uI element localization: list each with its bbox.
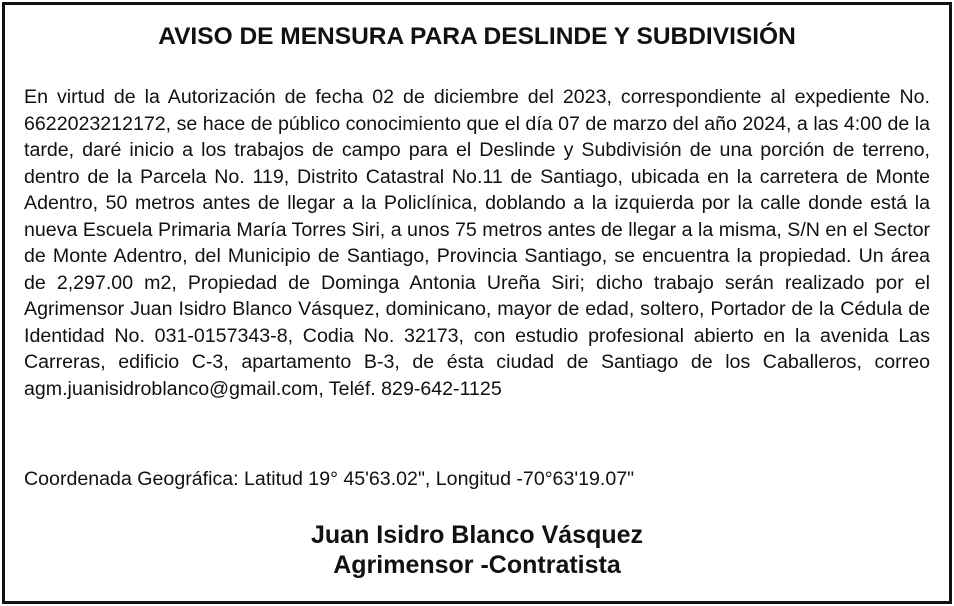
notice-body: En virtud de la Autorización de fecha 02 de diciembre del 2023, correspondiente al expediente No. 6622023212172, se hace de público conocimiento que el día 07 de marzo del año 2024, a las 4:00 de la tarde, daré inicio a los trabajos de campo para el Deslinde y Subdivisión de una porción de terreno, dentro de la Parcela No. 119, Distrito Catastral No.11 de Santiago, ubicada en la carretera de Monte Adentro, 50 metros antes de llegar a la Policlínica, doblando a la izquierda por la calle donde está la nueva Escuela Primaria María Torres Siri, a unos 75 metros antes de llegar a la misma, S/N en el Sector de Monte Adentro, del Municipio de Santiago, Provincia Santiago, se encuentra la propiedad. Un área de 2,297.00 m2, Propiedad de Dominga Antonia Ureña Siri; dicho trabajo serán realizado por el Agrimensor Juan Isidro Blanco Vásquez, dominicano, mayor de edad, soltero, Portador de la Cédula de Identidad No. 031-0157343-8, Codia No. 32173, con estudio profesional abierto en la avenida Las Carreras, edificio C-3, apartamento B-3, de ésta ciudad de Santiago de los Caballeros, correo agm.juanisidroblanco@gmail.com, Teléf. 829-642-1125 — [24, 86, 930, 400]
notice-title: AVISO DE MENSURA PARA DESLINDE Y SUBDIVISIÓN — [158, 23, 796, 50]
signature-name: Juan Isidro Blanco Vásquez — [310, 521, 644, 549]
notice-frame — [2, 2, 952, 604]
notice-coordinates: Coordenada Geográfica: Latitud 19° 45'63.02", Longitud -70°63'19.07" — [24, 468, 635, 490]
signature-role: Agrimensor -Contratista — [333, 551, 621, 579]
